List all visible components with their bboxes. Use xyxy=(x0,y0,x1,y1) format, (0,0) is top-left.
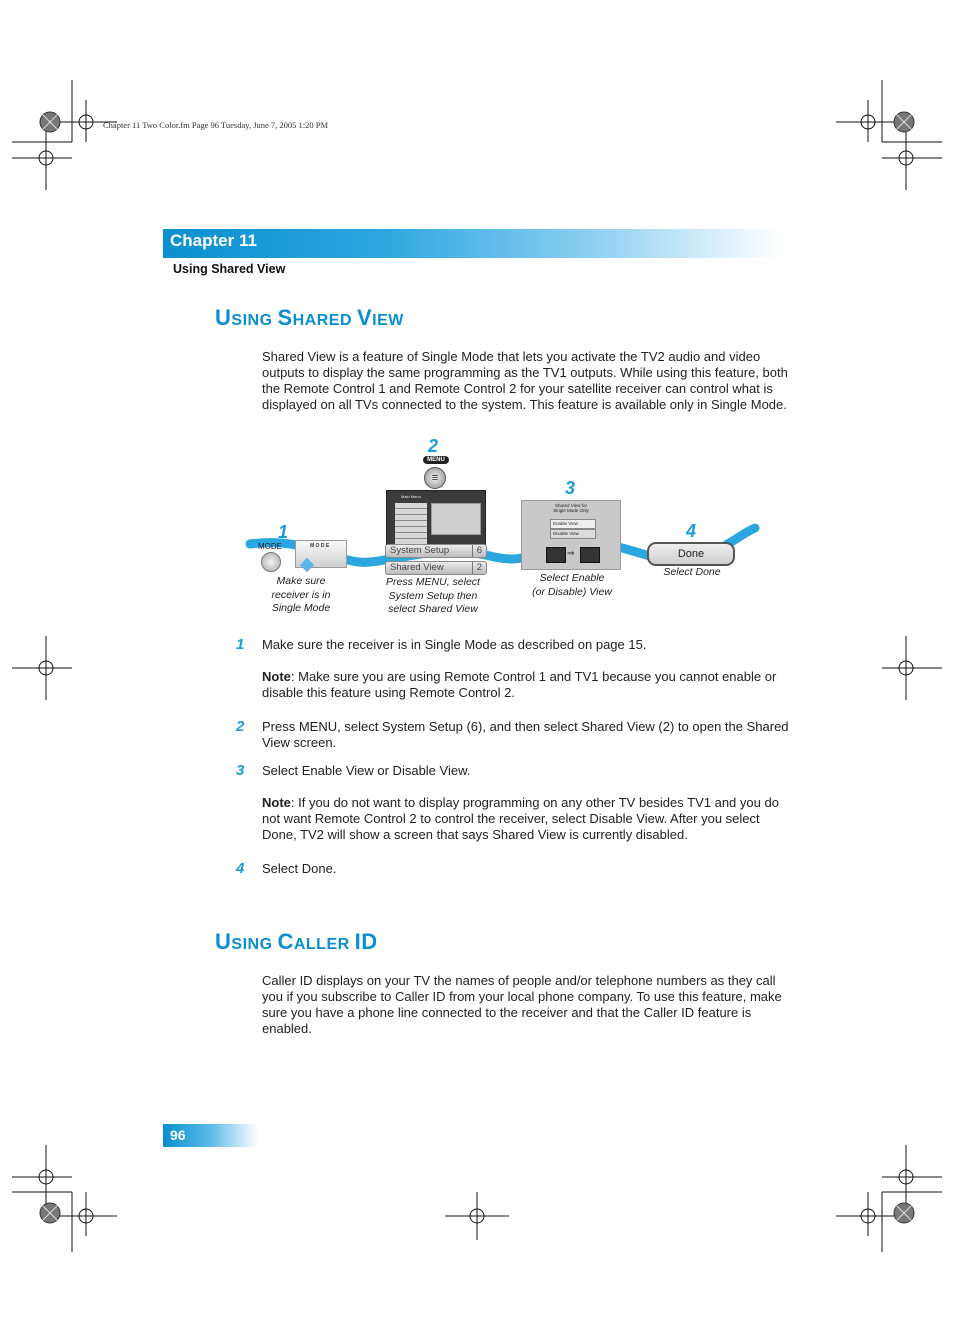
step-3-text: Select Enable View or Disable View. xyxy=(262,763,471,778)
section-heading-shared-view: USING SHARED VIEW xyxy=(215,305,404,330)
step-1-note: Note: Make sure you are using Remote Control 1 and TV1 because you cannot enable or disable this feature using Remote Control 2. xyxy=(262,669,777,700)
step-3-note: Note: If you do not want to display programming on any other TV besides TV1 and you do not want Remote Control 2 to control the receiver, select Disable View. After you select Done, TV2 will show a screen that says Shared View is currently disabled. xyxy=(262,795,779,842)
done-button[interactable]: Done xyxy=(647,542,735,566)
shared-view-dialog xyxy=(521,500,621,570)
preview-pane xyxy=(431,503,481,535)
caption-step-2: Press MENU, select System Setup then select Shared View xyxy=(386,576,480,615)
menu-button-label: MENU xyxy=(423,456,449,464)
disable-view-option[interactable]: Disable View xyxy=(550,529,596,539)
menu-list xyxy=(395,503,427,549)
tv2-icon xyxy=(580,547,600,563)
diagram-step-4-number: 4 xyxy=(686,521,697,541)
dialog-title: Shared View for Single Mode Only xyxy=(553,503,589,513)
intro-paragraph: Shared View is a feature of Single Mode that lets you activate the TV2 audio and video outputs to display the same programming as the TV1 outputs. While using this feature, both the Remote Control 1 and Remote Control 2 for your satellite receiver can control what is displayed on all TVs connected to the system. This feature is available only in Single Mode. xyxy=(262,349,788,412)
menu-item-shared-view[interactable]: Shared View 2 xyxy=(385,561,487,575)
mode-label: MODE xyxy=(258,542,282,551)
page-number: 96 xyxy=(170,1127,186,1143)
shared-view-diagram xyxy=(240,436,770,626)
enable-view-option[interactable]: Enable View xyxy=(550,519,596,529)
main-menu-screen: Main Menu xyxy=(386,490,486,552)
step-2-number: 2 xyxy=(236,718,245,735)
caption-step-4: Select Done xyxy=(663,566,721,578)
diagram-step-2-number: 2 xyxy=(428,436,439,456)
mode-button[interactable] xyxy=(261,552,281,572)
step-1-text: Make sure the receiver is in Single Mode as described on page 15. xyxy=(262,637,647,652)
diagram-step-1-number: 1 xyxy=(278,522,289,542)
step-1-number: 1 xyxy=(236,636,245,653)
receiver-front-panel: M O D E xyxy=(295,540,347,568)
menu-button[interactable]: ≡ xyxy=(424,467,446,489)
menu-item-system-setup[interactable]: System Setup 6 xyxy=(385,544,487,558)
section-heading-caller-id: USING CALLER ID xyxy=(215,929,378,954)
step-2-text: Press MENU, select System Setup (6), and then select Shared View (2) to open the Shared View screen. xyxy=(262,719,789,750)
tv1-icon xyxy=(546,547,566,563)
step-4-text: Select Done. xyxy=(262,861,337,876)
step-4-number: 4 xyxy=(236,860,245,877)
running-head: Using Shared View xyxy=(173,262,286,276)
chapter-title: Chapter 11 xyxy=(170,231,257,250)
caller-id-paragraph: Caller ID displays on your TV the names of people and/or telephone numbers as they call you if you subscribe to Caller ID from your local phone company. To use this feature, make sure you have a phone line connected to the receiver and that the Caller ID feature is enabled. xyxy=(262,973,782,1036)
diagram-step-3-number: 3 xyxy=(565,478,576,498)
print-info-line: Chapter 11 Two Color.fm Page 96 Tuesday, June 7, 2005 1:20 PM xyxy=(103,120,329,130)
caption-step-1: Make sure receiver is in Single Mode xyxy=(271,575,331,614)
step-3-number: 3 xyxy=(236,762,245,779)
arrow-right-icon: ⇒ xyxy=(567,548,575,558)
caption-step-3: Select Enable (or Disable) View xyxy=(532,572,612,598)
